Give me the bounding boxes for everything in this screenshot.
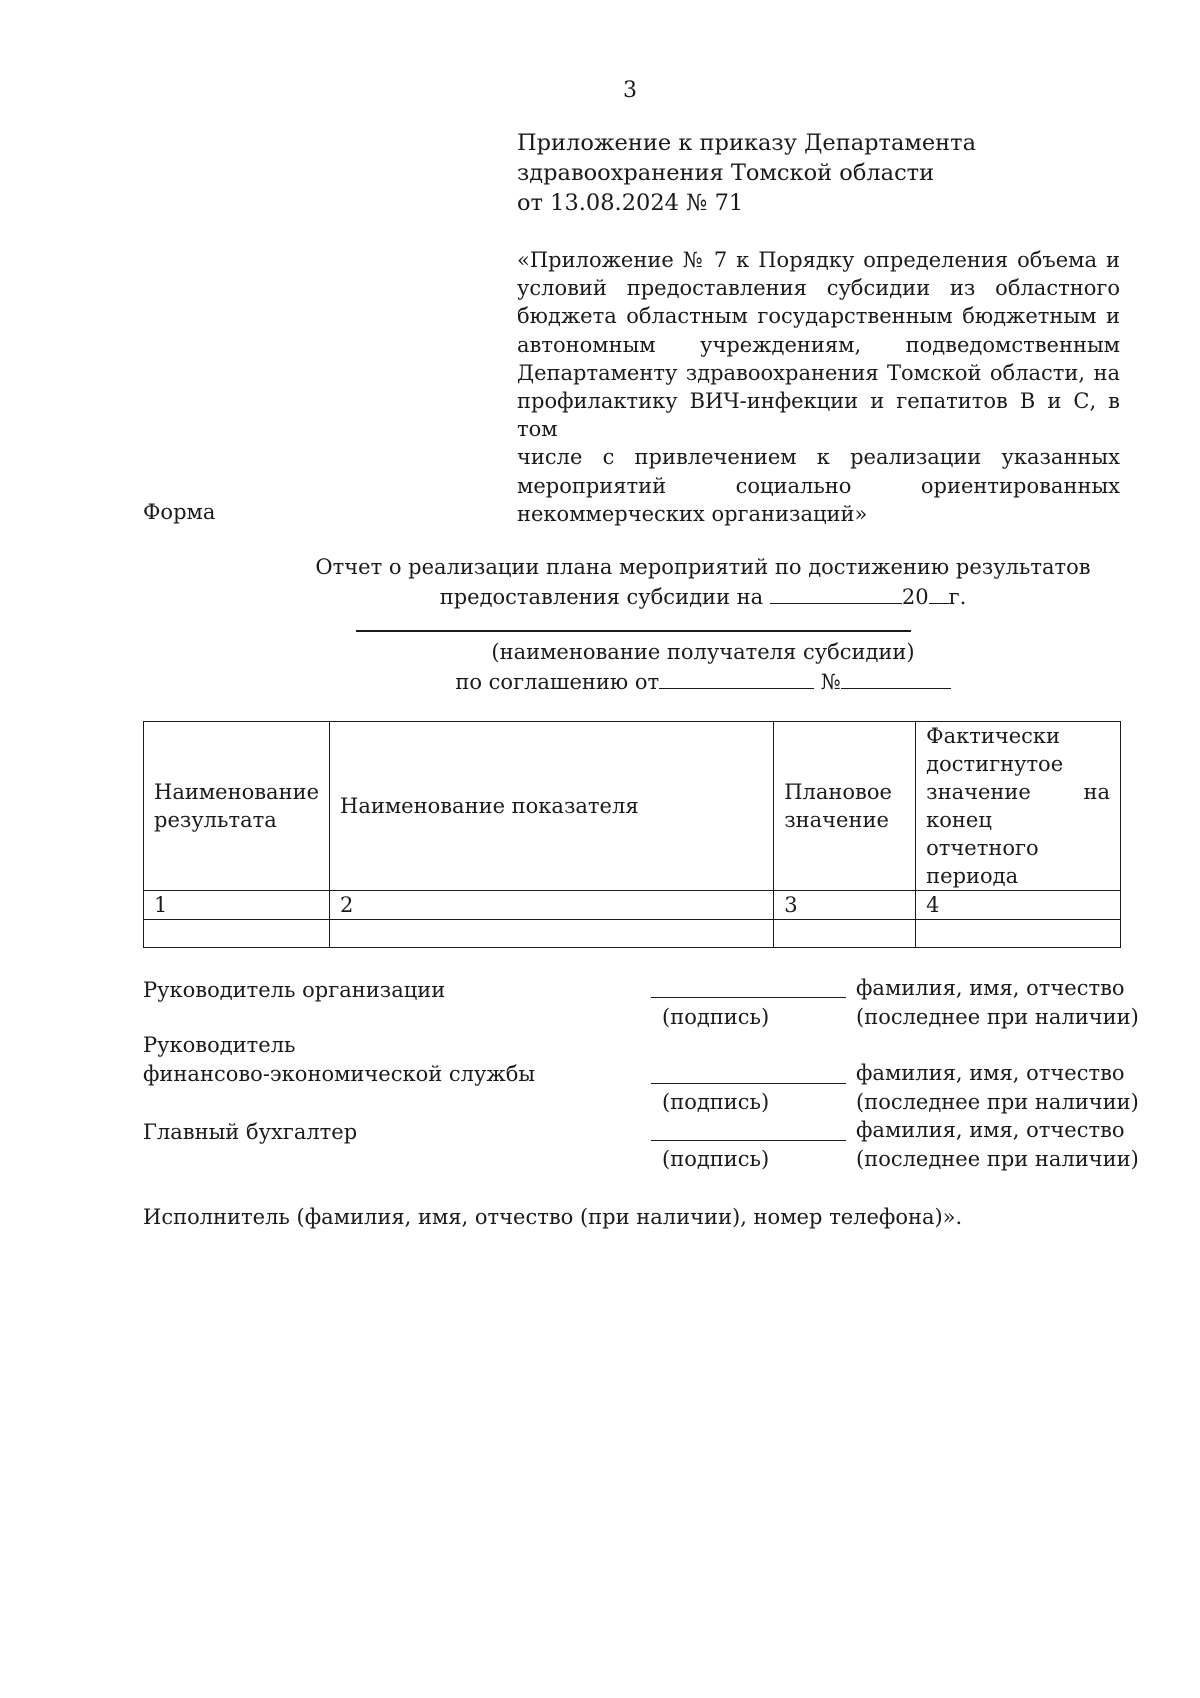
signature-fio: фамилия, имя, отчество [856, 1061, 1125, 1085]
signature-fio: фамилия, имя, отчество [856, 976, 1125, 1000]
appendix-line: условий предоставления субсидии из областного [517, 276, 1120, 301]
header-actual-line: значение на [926, 780, 1110, 804]
signature-role: Главный бухгалтер [143, 1120, 358, 1144]
agreement-date-blank[interactable] [659, 667, 814, 689]
report-title [143, 553, 1200, 612]
report-year-prefix: 20 [901, 585, 929, 609]
form-label: Форма [143, 500, 216, 524]
table-number-row [144, 891, 1121, 920]
header-actual-line: конец [926, 808, 992, 832]
executor-line: Исполнитель (фамилия, имя, отчество (при наличии), номер телефона)». [143, 1205, 963, 1229]
order-header-line: Приложение к приказу Департамента [517, 130, 977, 156]
appendix-reference [517, 246, 1120, 528]
signature-role [143, 1031, 535, 1089]
signature-fio: фамилия, имя, отчество [856, 1118, 1125, 1142]
report-year-blank[interactable] [929, 582, 949, 604]
appendix-line: некоммерческих организаций» [517, 501, 868, 526]
report-year-suffix: г. [948, 585, 967, 609]
header-actual-line: Фактически [926, 724, 1061, 748]
report-table [143, 721, 1121, 948]
signature-note: (последнее при наличии) [856, 1005, 1139, 1029]
signature-blank[interactable] [651, 997, 846, 998]
header-indicator-name: Наименование показателя [330, 722, 774, 891]
signature-blank[interactable] [651, 1083, 846, 1084]
order-header [517, 128, 1037, 218]
header-result-name: Наименование результата [144, 722, 330, 891]
signature-role-line: Руководитель [143, 1033, 296, 1057]
header-actual-line: достигнутое [926, 752, 1064, 776]
appendix-line: профилактику ВИЧ-инфекции и гепатитов В и С, в том [517, 389, 1120, 442]
table-cell[interactable] [774, 920, 916, 948]
appendix-line: «Приложение № 7 к Порядку определения объема и [517, 248, 1120, 272]
signature-role: Руководитель организации [143, 978, 446, 1002]
report-title-line: Отчет о реализации плана мероприятий по достижению результатов [315, 555, 1091, 579]
appendix-line: автономным учреждениям, подведомственным [517, 332, 1120, 357]
order-header-line: здравоохранения Томской области [517, 160, 935, 186]
table-cell[interactable] [144, 920, 330, 948]
page-number: 3 [623, 78, 637, 103]
header-planned-value: Плановое значение [774, 722, 916, 891]
agreement-number-blank[interactable] [841, 667, 951, 689]
appendix-line: мероприятий социально ориентированных [517, 473, 1120, 498]
table-cell[interactable] [916, 920, 1121, 948]
header-actual-line: отчетного [926, 836, 1039, 860]
table-row [144, 920, 1121, 948]
appendix-line: числе с привлечением к реализации указанных [517, 445, 1120, 470]
recipient-name-blank[interactable] [356, 630, 911, 632]
order-header-line: от 13.08.2024 № 71 [517, 190, 744, 216]
signature-role-line: финансово-экономической службы [143, 1062, 536, 1086]
header-actual-line: периода [926, 864, 1019, 888]
recipient-caption-block [143, 638, 1200, 697]
column-number: 3 [774, 891, 916, 920]
signature-note: (последнее при наличии) [856, 1147, 1139, 1171]
signature-blank[interactable] [651, 1140, 846, 1141]
table-header-row [144, 722, 1121, 891]
signature-caption: (подпись) [662, 1005, 770, 1029]
header-actual-value [916, 722, 1121, 891]
appendix-line: Департаменту здравоохранения Томской области, на [517, 360, 1120, 385]
signature-caption: (подпись) [662, 1090, 770, 1114]
signature-note: (последнее при наличии) [856, 1090, 1139, 1114]
agreement-prefix: по соглашению от [455, 670, 660, 694]
column-number: 1 [144, 891, 330, 920]
report-date-blank[interactable] [770, 582, 902, 604]
signature-caption: (подпись) [662, 1147, 770, 1171]
report-date-prefix: предоставления субсидии на [439, 585, 764, 609]
report-title-line-2 [143, 582, 1200, 612]
agreement-line [143, 667, 1200, 697]
appendix-line: бюджета областным государственным бюджетным и [517, 304, 1120, 329]
agreement-number-sign: № [820, 670, 841, 694]
recipient-caption: (наименование получателя субсидии) [491, 640, 915, 664]
column-number: 4 [916, 891, 1121, 920]
table-cell[interactable] [330, 920, 774, 948]
column-number: 2 [330, 891, 774, 920]
